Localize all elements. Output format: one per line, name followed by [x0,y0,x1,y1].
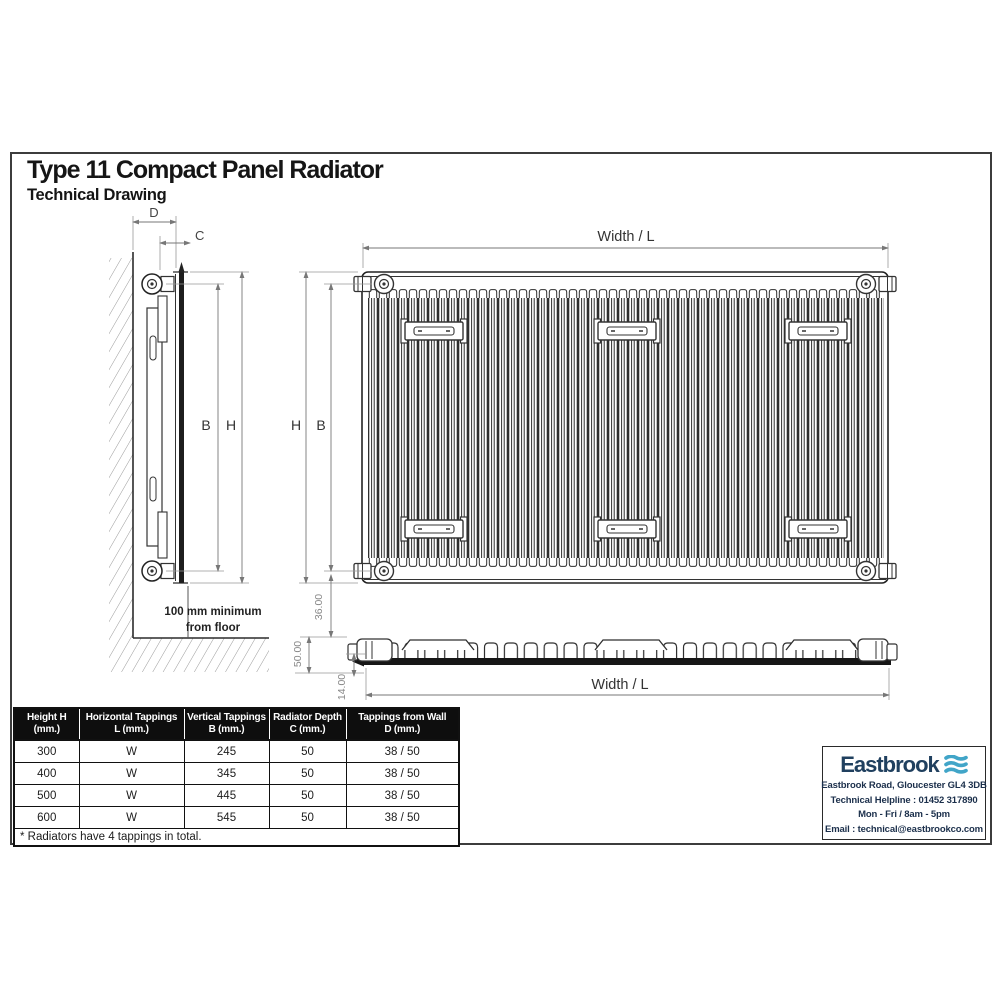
cell: 50 [269,763,346,785]
front-fin-tabs-top [368,288,884,298]
table-row [14,785,459,807]
cell: W [79,807,184,829]
table-row [14,763,459,785]
cell: 50 [269,740,346,763]
wall-bracket [594,517,660,541]
cell: 600 [14,807,79,829]
dim-label-b-front: B [316,417,326,433]
col-header-radiator-depth: Radiator Depth C (mm.) [269,708,346,740]
wall-bracket [401,319,467,343]
dim-label-14: 14.00 [336,673,348,701]
dim-label-c: C [195,228,205,243]
table-row [14,807,459,829]
wall-bracket [401,517,467,541]
wall-bracket [594,319,660,343]
col-header-vertical-tappings: Vertical Tappings B (mm.) [184,708,269,740]
floor-note-line1: 100 mm minimum [164,606,262,618]
floor-hatching [109,638,269,672]
cell: W [79,763,184,785]
wall-bracket [785,319,851,343]
cell: 445 [184,785,269,807]
brand-helpline: Technical Helpline : 01452 317890 [830,794,978,806]
spec-table [13,707,460,847]
dim-label-width-bottom: Width / L [591,677,649,693]
cell: 38 / 50 [346,807,459,829]
brand-wordmark: Eastbrook [840,752,939,777]
cell: 545 [184,807,269,829]
table-footnote: * Radiators have 4 tappings in total. [14,829,459,847]
front-fin-tabs-bottom [368,558,884,568]
brand-address: Eastbrook Road, Gloucester GL4 3DB [821,780,987,791]
cell: 345 [184,763,269,785]
cell: 300 [14,740,79,763]
side-radiator-panel [173,262,188,583]
side-wall-bracket [147,296,167,558]
col-header-tappings-from-wall: Tappings from Wall D (mm.) [346,708,459,740]
brand-hours: Mon - Fri / 8am - 5pm [858,809,950,820]
floor-note-line2: from floor [185,622,241,634]
top-view [292,575,897,700]
cell: 38 / 50 [346,740,459,763]
brand-email: Email : technical@eastbrookco.com [825,823,983,835]
wave-icon [944,755,968,775]
cell: W [79,785,184,807]
dim-label-h-front: H [290,417,302,433]
table-row [14,740,459,763]
cell: 38 / 50 [346,763,459,785]
page-subtitle: Technical Drawing [27,186,167,204]
brand-logo [840,751,968,779]
cell: 50 [269,785,346,807]
plan-bracket [786,640,858,650]
dim-label-width-top: Width / L [597,229,655,245]
plan-bracket [595,640,667,650]
plan-valve-left [348,639,392,661]
dim-label-h-side: H [225,417,237,433]
wall-bracket [785,517,851,541]
table-footnote-row [14,829,459,847]
side-view [109,205,269,672]
page-title: Type 11 Compact Panel Radiator [27,156,383,184]
dim-label-d: D [149,205,159,220]
brand-box [822,746,986,840]
col-header-horizontal-tappings: Horizontal Tappings L (mm.) [79,708,184,740]
col-header-height: Height H (mm.) [14,708,79,740]
dim-label-b-side: B [201,417,211,433]
plan-valve-right [858,639,897,661]
cell: 500 [14,785,79,807]
cell: W [79,740,184,763]
dim-label-50: 50.00 [292,640,304,668]
cell: 38 / 50 [346,785,459,807]
cell: 245 [184,740,269,763]
cell: 50 [269,807,346,829]
front-view [291,229,896,583]
dim-label-36: 36.00 [313,593,325,621]
cell: 400 [14,763,79,785]
wall-hatching [109,258,133,638]
table-header-row [14,708,459,740]
plan-bracket [402,640,474,650]
bleed-valve-tip [179,262,185,272]
plan-panel [364,658,891,665]
